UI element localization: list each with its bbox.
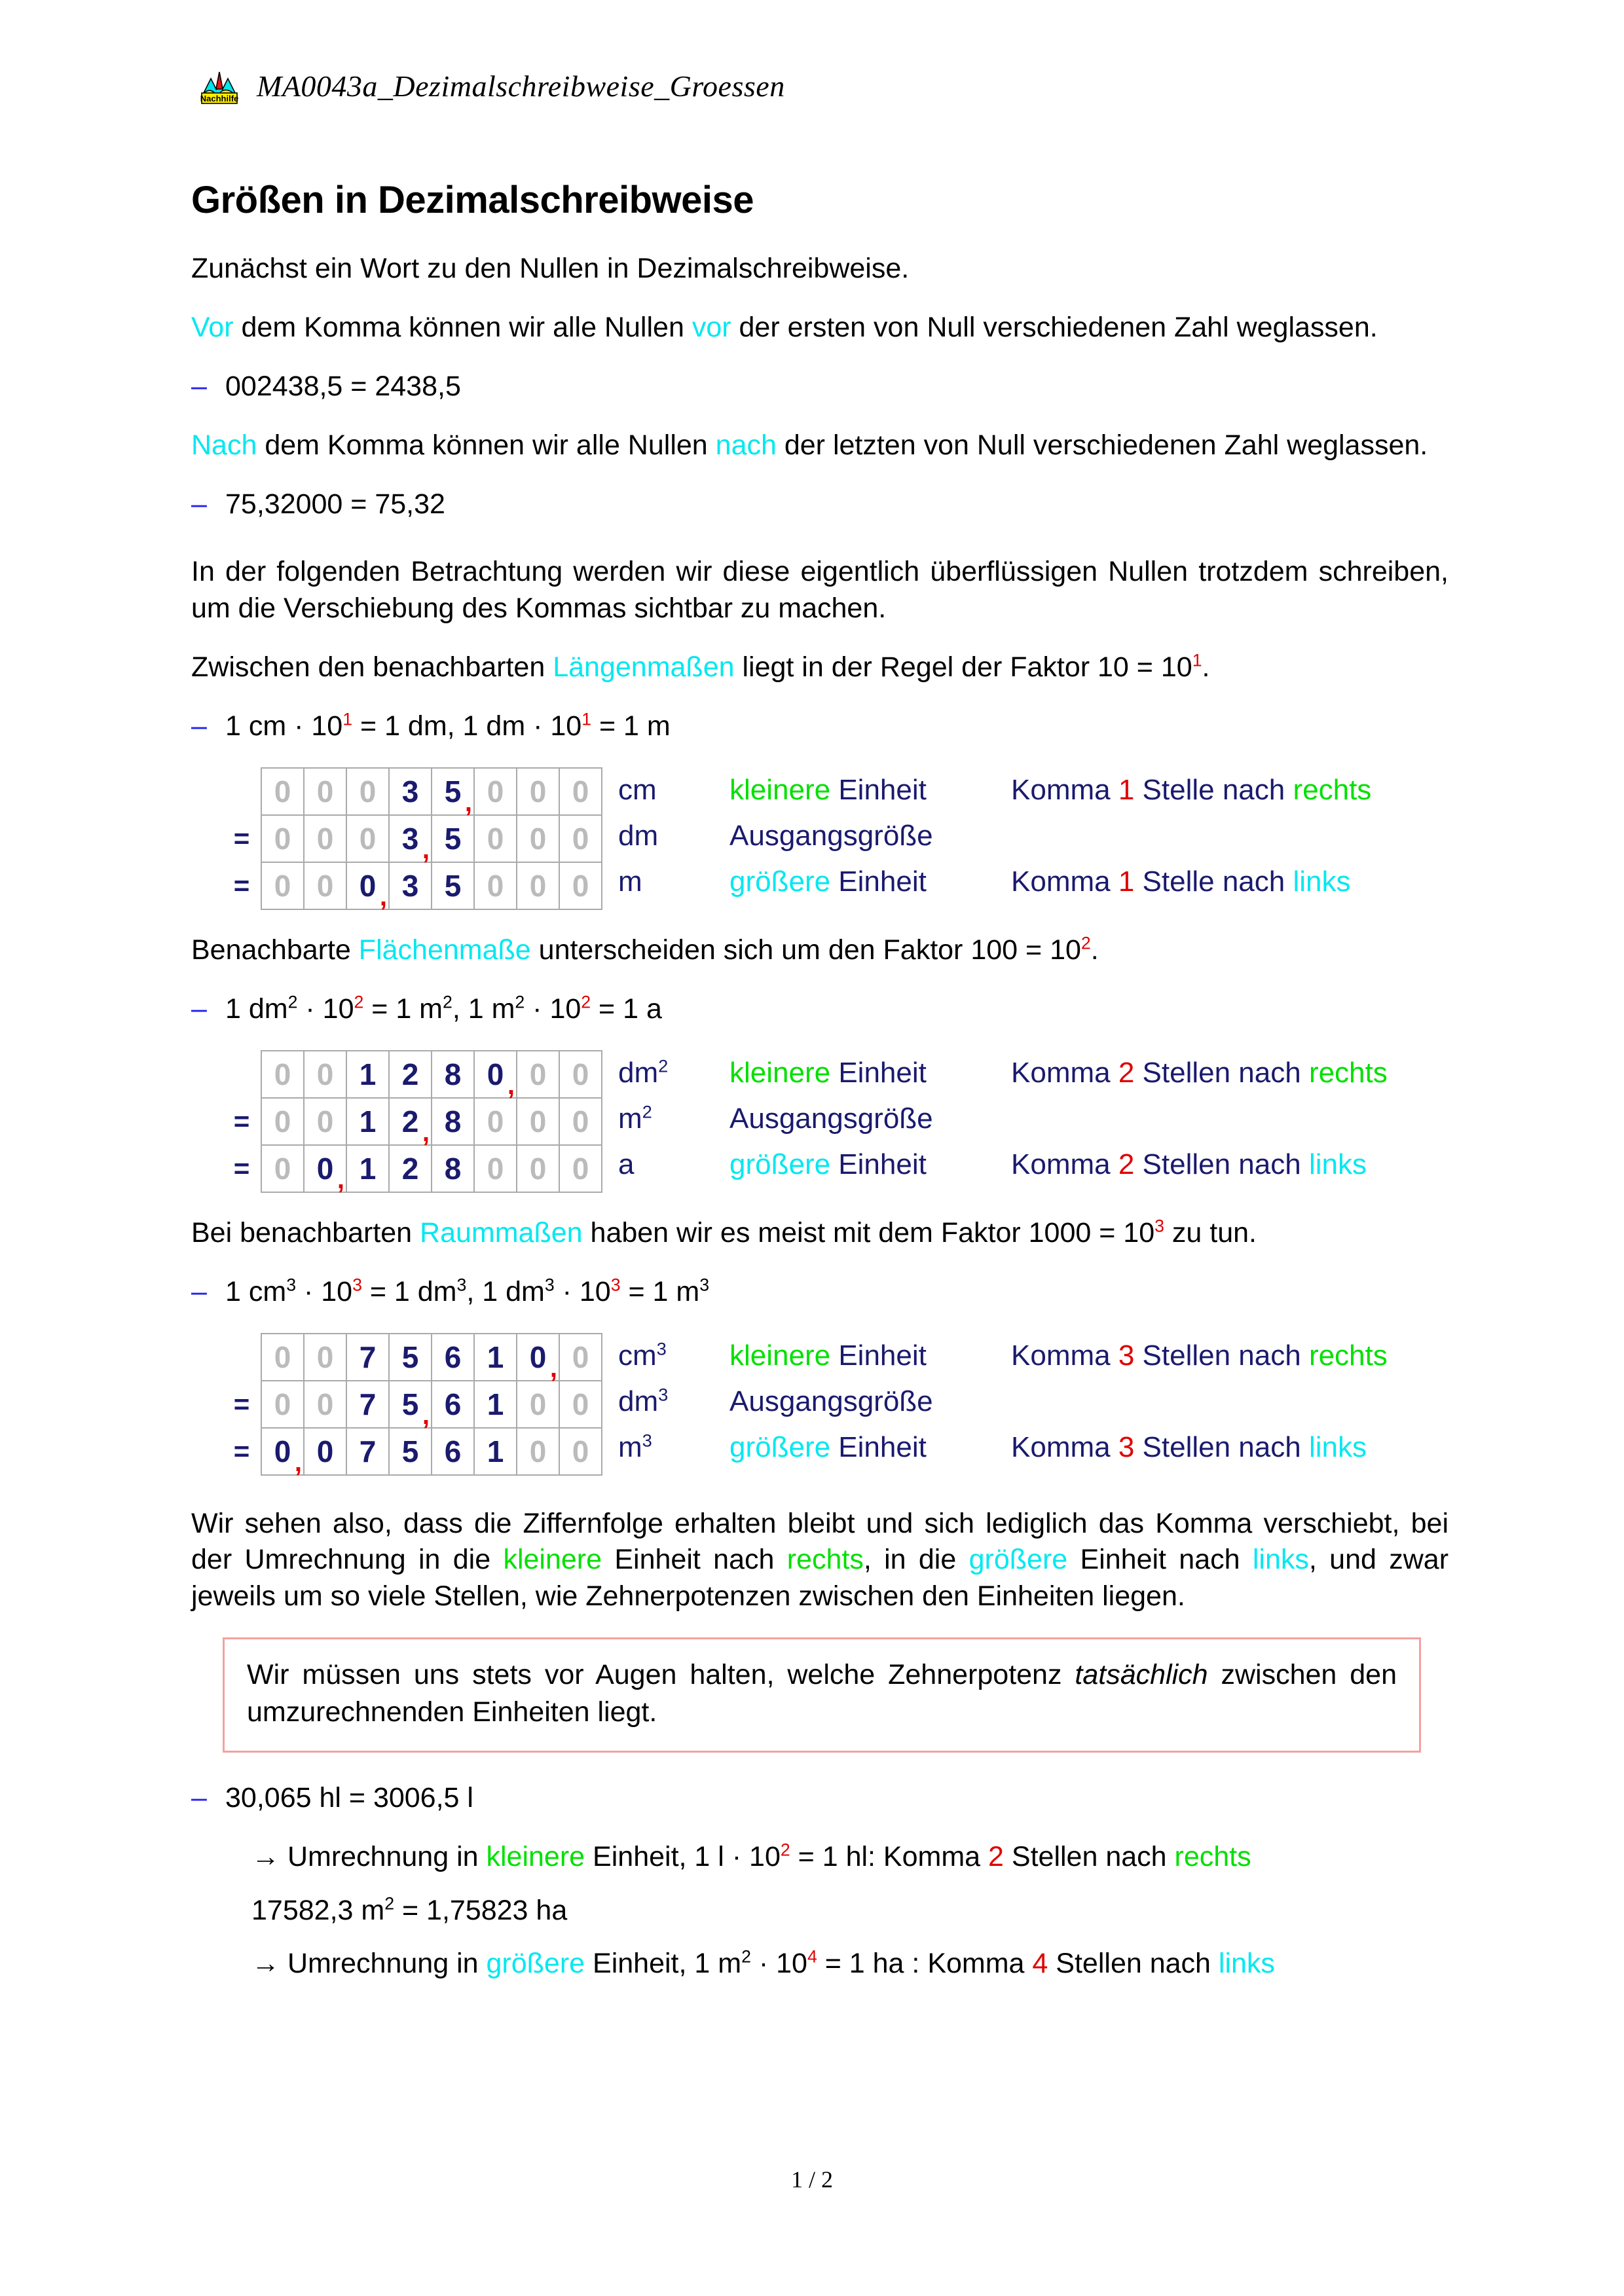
rule-nach-text-2: der letzten von Null verschiedenen Zahl weglassen. xyxy=(776,429,1428,461)
annotation-keyword: größere xyxy=(729,1148,831,1180)
annotation-label xyxy=(729,774,1011,807)
digit-cell: 0 xyxy=(304,815,346,862)
example-exponent: 2 xyxy=(780,1840,790,1860)
lead-end: . xyxy=(1090,934,1099,966)
annotation-row xyxy=(618,767,1371,813)
digit-cell: 8 xyxy=(432,1145,474,1192)
digit-cell: 2 xyxy=(389,1051,432,1098)
digit-cell: 0 xyxy=(474,815,517,862)
annotation-unit: m xyxy=(618,866,642,898)
digit-cell: 0 xyxy=(261,1381,304,1428)
annotation-shift-count: 1 xyxy=(1118,866,1135,898)
annotation-unit: a xyxy=(618,1148,635,1180)
page-title: Größen in Dezimalschreibweise xyxy=(191,179,754,221)
annotation-unit: $dm^2$ xyxy=(618,1055,669,1089)
section-formula-laengenmasse xyxy=(191,708,1449,745)
arrow-icon: → Umrechnung in xyxy=(251,1948,487,1980)
digit-cell: 5 xyxy=(389,1334,432,1381)
annotation-label xyxy=(729,820,1011,852)
annotation-keyword: kleinere xyxy=(729,1056,831,1089)
digit-table xyxy=(223,767,602,910)
table-row xyxy=(223,815,602,862)
annotation-direction: rechts xyxy=(1308,1056,1388,1089)
digit-cell: 5 , xyxy=(389,1381,432,1428)
document-header xyxy=(196,63,785,109)
annotation-direction: rechts xyxy=(1308,1339,1388,1372)
annotation-unit: $m^3$ xyxy=(618,1429,652,1463)
lead-pre: Bei benachbarten xyxy=(191,1216,420,1248)
digit-cell: 6 xyxy=(432,1334,474,1381)
document-code-title: MA0043a_Dezimalschreibweise_Groessen xyxy=(257,69,785,103)
row-equals-sign: = xyxy=(233,1105,250,1137)
page-footer: 1 / 2 xyxy=(790,2166,833,2193)
digit-cell: 1 xyxy=(346,1145,389,1192)
digit-cell: 7 xyxy=(346,1381,389,1428)
example-exponent: 4 xyxy=(807,1947,817,1967)
table-row xyxy=(223,1428,602,1475)
digit-cell: 0 xyxy=(517,768,559,815)
digit-cell: 0 xyxy=(304,862,346,909)
digit-cell: 0 , xyxy=(346,862,389,909)
annotation-label-rest: Einheit xyxy=(830,866,927,898)
digit-cell: 0 xyxy=(559,1428,602,1475)
table-row xyxy=(223,1381,602,1428)
digit-cell: 0 xyxy=(304,1381,346,1428)
summary-text-1: Wir sehen also, dass die Ziffernfolge erhalten bleibt und sich lediglich das Komma verschiebt, bei der Umrechnung in die xyxy=(191,1507,1449,1576)
table-annotations xyxy=(602,1333,1388,1470)
annotation-label xyxy=(729,1431,1011,1464)
example-keyword: größere xyxy=(486,1948,585,1980)
bullet-dash-icon: – xyxy=(191,488,207,520)
lead-exponent: 3 xyxy=(1154,1216,1164,1236)
annotation-shift-count: 3 xyxy=(1118,1430,1135,1463)
digit-cell: 5 xyxy=(389,1428,432,1475)
digit-cell: 5 , xyxy=(432,768,474,815)
section-formula-flaechenmasse xyxy=(191,991,1449,1028)
nachhilfe-logo-icon xyxy=(196,63,242,109)
digit-cell: 0 xyxy=(474,1145,517,1192)
table-row xyxy=(223,1098,602,1145)
digit-cell: 0 xyxy=(517,1098,559,1145)
decimal-comma-marker: , xyxy=(549,1353,557,1383)
digit-table-block-flaechenmasse xyxy=(223,1050,1449,1193)
formula-text: 1 $cm^3 \cdot 10^3 = 1$ $dm^3$, 1 $dm^3 \cdot 10^3 = 1$ $m^3$ xyxy=(225,1275,710,1307)
digit-cell: 0 xyxy=(474,862,517,909)
row-equals-sign xyxy=(223,1334,261,1381)
annotation-direction: links xyxy=(1308,1148,1367,1180)
digit-cell: 0 xyxy=(304,768,346,815)
rule-nach-example: 75,32000 = 75,32 xyxy=(225,488,445,520)
digit-cell: 0 xyxy=(559,1051,602,1098)
annotation-shift-count: 2 xyxy=(1118,1056,1135,1089)
rule-vor-keyword-2: vor xyxy=(692,311,731,343)
decimal-comma-marker: , xyxy=(422,1118,430,1147)
digit-cell: 1 xyxy=(474,1428,517,1475)
note-text-post: zwischen den umzurechnenden Einheiten liegt. xyxy=(247,1659,1397,1728)
digit-cell: 0 , xyxy=(304,1145,346,1192)
digit-cell: 7 xyxy=(346,1428,389,1475)
digit-cell: 5 xyxy=(432,862,474,909)
digit-cell: 0 xyxy=(517,1428,559,1475)
annotation-direction: links xyxy=(1293,866,1351,898)
annotation-row xyxy=(618,1142,1388,1188)
digit-cell: 6 xyxy=(432,1381,474,1428)
digit-cell: 0 xyxy=(559,1334,602,1381)
rule-nach-keyword-1: Nach xyxy=(191,429,257,461)
table-annotations xyxy=(602,1050,1388,1188)
annotation-label xyxy=(729,1148,1011,1181)
annotation-label-rest: Einheit xyxy=(830,774,927,807)
note-text-italic: tatsächlich xyxy=(1075,1659,1208,1691)
digit-cell: 3 xyxy=(389,862,432,909)
section-formula-raummasse xyxy=(191,1274,1449,1311)
digit-cell: 0 xyxy=(559,1381,602,1428)
svg-text:Nachhilfe: Nachhilfe xyxy=(200,94,239,103)
lead-exponent: 1 xyxy=(1192,650,1202,670)
annotation-row xyxy=(618,859,1371,905)
table-annotations xyxy=(602,767,1371,905)
row-equals-sign xyxy=(223,1051,261,1098)
table-row xyxy=(223,862,602,909)
digit-cell: 1 xyxy=(474,1334,517,1381)
worked-examples xyxy=(191,1780,1449,1983)
digit-cell: 0 xyxy=(261,1145,304,1192)
annotation-row xyxy=(618,1425,1388,1470)
rule-nach-text-1: dem Komma können wir alle Nullen xyxy=(257,429,716,461)
row-equals-sign: = xyxy=(233,1435,250,1467)
annotation-shift-count: 2 xyxy=(1118,1148,1135,1180)
annotation-label-rest: Ausgangsgröße xyxy=(729,1102,933,1135)
example-direction: rechts xyxy=(1174,1840,1251,1872)
decimal-comma-marker: , xyxy=(294,1448,302,1477)
annotation-keyword: größere xyxy=(729,866,831,898)
example-mid-1: Einheit, 1 l · 10 xyxy=(585,1840,781,1872)
digit-cell: 1 xyxy=(474,1381,517,1428)
table-row xyxy=(223,1334,602,1381)
arrow-icon: → Umrechnung in xyxy=(251,1840,487,1872)
summary-text-5: , und zwar jeweils um so viele Stellen, wie Zehnerpotenzen zwischen den Einheiten liegen. xyxy=(191,1544,1449,1613)
digit-cell: 0 xyxy=(559,862,602,909)
digit-cell: 2 xyxy=(389,1145,432,1192)
bullet-dash-icon: – xyxy=(191,1275,207,1307)
lead-exponent: 2 xyxy=(1080,933,1091,953)
digit-cell: 0 xyxy=(261,815,304,862)
decimal-comma-marker: , xyxy=(422,1400,430,1430)
annotation-unit: $cm^3$ xyxy=(618,1338,667,1372)
row-equals-sign: = xyxy=(233,1388,250,1419)
annotation-keyword: kleinere xyxy=(729,774,831,807)
annotation-unit: cm xyxy=(618,774,657,807)
decimal-comma-marker: , xyxy=(337,1165,344,1194)
digit-cell: 0 xyxy=(261,1334,304,1381)
summary-text-4: Einheit nach xyxy=(1067,1544,1253,1576)
digit-cell: 0 xyxy=(559,768,602,815)
annotation-row xyxy=(618,1333,1388,1379)
summary-keyword-links: links xyxy=(1252,1544,1309,1576)
example-keyword: kleinere xyxy=(486,1840,585,1872)
annotation-komma-rule: Komma 1 Stelle nach rechts xyxy=(1011,774,1372,807)
annotation-keyword: kleinere xyxy=(729,1339,831,1372)
document-body xyxy=(191,178,1449,1999)
annotation-row xyxy=(618,1050,1388,1096)
digit-cell: 0 xyxy=(346,768,389,815)
section-raummasse xyxy=(191,1215,1449,1476)
lead-post: unterscheiden sich um den Faktor 100 = 10 xyxy=(530,934,1081,966)
bullet-dash-icon: – xyxy=(191,710,207,742)
example-conversion-note xyxy=(251,1839,1449,1876)
lead-keyword: Flächenmaße xyxy=(358,934,531,966)
digit-table xyxy=(223,1333,602,1476)
annotation-label-rest: Ausgangsgröße xyxy=(729,820,933,852)
digit-cell: 5 xyxy=(432,815,474,862)
digit-cell: 0 xyxy=(474,1098,517,1145)
digit-cell: 0 xyxy=(474,768,517,815)
decimal-comma-marker: , xyxy=(464,788,472,818)
digit-cell: 8 xyxy=(432,1098,474,1145)
example-mid-2: = 1 ha : Komma xyxy=(817,1948,1033,1980)
annotation-label-rest: Einheit xyxy=(830,1148,927,1180)
digit-cell: 6 xyxy=(432,1428,474,1475)
summary-paragraph xyxy=(191,1506,1449,1616)
digit-cell: 1 xyxy=(346,1098,389,1145)
important-note-box xyxy=(223,1637,1421,1753)
annotation-label xyxy=(729,1057,1011,1089)
digit-cell: 0 , xyxy=(261,1428,304,1475)
section-laengenmasse xyxy=(191,649,1449,910)
table-row xyxy=(223,1051,602,1098)
note-text-pre: Wir müssen uns stets vor Augen halten, welche Zehnerpotenz xyxy=(247,1659,1075,1691)
lead-pre: Benachbarte xyxy=(191,934,359,966)
table-row xyxy=(223,1145,602,1192)
decimal-comma-marker: , xyxy=(507,1070,515,1100)
example-conversion-note xyxy=(251,1946,1449,1982)
section-lead-raummasse xyxy=(191,1215,1449,1252)
annotation-row xyxy=(618,1379,1388,1425)
annotation-keyword: größere xyxy=(729,1430,831,1463)
annotation-unit: $m^2$ xyxy=(618,1101,652,1135)
digit-cell: 0 xyxy=(346,815,389,862)
rule-vor-text-1: dem Komma können wir alle Nullen xyxy=(233,311,692,343)
bullet-dash-icon: – xyxy=(191,1781,207,1813)
lead-pre: Zwischen den benachbarten xyxy=(191,651,553,683)
digit-cell: 0 , xyxy=(517,1334,559,1381)
example-direction: links xyxy=(1218,1948,1275,1980)
bullet-dash-icon: – xyxy=(191,370,207,402)
rule-nach-paragraph xyxy=(191,428,1449,464)
annotation-label-rest: Einheit xyxy=(830,1339,927,1372)
important-note-text xyxy=(247,1656,1397,1731)
digit-cell: 0 xyxy=(261,768,304,815)
digit-cell: 0 xyxy=(261,1051,304,1098)
digit-table xyxy=(223,1050,602,1193)
example-equation-item xyxy=(191,1780,1449,1817)
rule-vor-paragraph xyxy=(191,310,1449,346)
lead-keyword: Längenmaßen xyxy=(553,651,735,683)
annotation-label xyxy=(729,1339,1011,1372)
digit-cell: 0 xyxy=(517,1051,559,1098)
rule-nach-keyword-2: nach xyxy=(715,429,777,461)
annotation-label xyxy=(729,1385,1011,1418)
section-lead-laengenmasse xyxy=(191,649,1449,686)
digit-cell: 0 xyxy=(559,1145,602,1192)
intro-paragraph: Zunächst ein Wort zu den Nullen in Dezimalschreibweise. xyxy=(191,253,910,284)
lead-post: haben wir es meist mit dem Faktor 1000 = 10 xyxy=(582,1216,1155,1248)
digit-cell: 3 , xyxy=(389,815,432,862)
digit-cell: 1 xyxy=(346,1051,389,1098)
annotation-label xyxy=(729,1102,1011,1135)
row-equals-sign xyxy=(223,768,261,815)
summary-text-2: Einheit nach xyxy=(602,1544,787,1576)
rule-vor-example: 002438,5 = 2438,5 xyxy=(225,370,461,402)
annotation-label-rest: Ausgangsgröße xyxy=(729,1385,933,1417)
example-shift-count: 2 xyxy=(988,1840,1004,1872)
table-row xyxy=(223,768,602,815)
digit-cell: 0 xyxy=(559,1098,602,1145)
digit-cell: 0 xyxy=(304,1051,346,1098)
annotation-row xyxy=(618,1096,1388,1142)
bullet-dash-icon: – xyxy=(191,993,207,1025)
digit-cell: 0 xyxy=(517,862,559,909)
digit-cell: 0 xyxy=(304,1098,346,1145)
rule-vor-keyword-1: Vor xyxy=(191,311,234,343)
annotation-komma-rule: Komma 3 Stellen nach rechts xyxy=(1011,1339,1388,1372)
digit-cell: 0 , xyxy=(474,1051,517,1098)
rule-vor-example-item xyxy=(191,369,1449,405)
digit-cell: 2 , xyxy=(389,1098,432,1145)
lead-end: . xyxy=(1202,651,1210,683)
example-equation: 17582,3 $m^2 = 1,75823$ ha xyxy=(251,1893,568,1926)
digit-cell: 8 xyxy=(432,1051,474,1098)
annotation-unit: dm xyxy=(618,820,659,852)
lead-end: zu tun. xyxy=(1164,1216,1257,1248)
annotation-komma-rule: Komma 3 Stellen nach links xyxy=(1011,1430,1367,1463)
digit-cell: 0 xyxy=(517,1145,559,1192)
digit-cell: 7 xyxy=(346,1334,389,1381)
digit-cell: 3 xyxy=(389,768,432,815)
summary-text-3: , in die xyxy=(863,1544,969,1576)
example-mid-3: Stellen nach xyxy=(1003,1840,1175,1872)
section-flaechenmasse xyxy=(191,932,1449,1193)
rule-vor-text-2: der ersten von Null verschiedenen Zahl weglassen. xyxy=(731,311,1378,343)
zeros-note-paragraph: In der folgenden Betrachtung werden wir diese eigentlich überflüssigen Nullen trotzdem schreiben, um die Verschiebung des Kommas sichtbar zu machen. xyxy=(191,556,1449,625)
annotation-direction: rechts xyxy=(1293,774,1372,807)
annotation-unit: $dm^3$ xyxy=(618,1383,669,1417)
measure-sections xyxy=(191,649,1449,1475)
example-mid-3: Stellen nach xyxy=(1048,1948,1219,1980)
summary-keyword-rechts: rechts xyxy=(786,1544,864,1576)
annotation-shift-count: 1 xyxy=(1118,774,1135,807)
annotation-komma-rule: Komma 2 Stellen nach rechts xyxy=(1011,1056,1388,1089)
digit-table-block-laengenmasse xyxy=(223,767,1449,910)
formula-text: 1 $dm^2 \cdot 10^2 = 1$ $m^2$, 1 $m^2 \cdot 10^2 = 1$ a xyxy=(225,992,662,1025)
decimal-comma-marker: , xyxy=(422,835,430,865)
digit-cell: 0 xyxy=(304,1334,346,1381)
example-shift-count: 4 xyxy=(1032,1948,1048,1980)
digit-cell: 0 xyxy=(261,1098,304,1145)
example-equation: 30,065 hl = 3006,5 l xyxy=(225,1781,473,1813)
row-equals-sign: = xyxy=(233,870,250,902)
decimal-comma-marker: , xyxy=(379,883,387,912)
row-equals-sign: = xyxy=(233,1152,250,1184)
digit-cell: 0 xyxy=(559,815,602,862)
digit-table-block-raummasse xyxy=(223,1333,1449,1476)
example-mid-1: Einheit, 1 $m^2 \cdot 10$ xyxy=(585,1947,807,1980)
annotation-row xyxy=(618,813,1371,859)
digit-cell: 0 xyxy=(517,1381,559,1428)
rule-nach-example-item xyxy=(191,486,1449,523)
annotation-direction: links xyxy=(1308,1430,1367,1463)
example-mid-2: = 1 hl: Komma xyxy=(790,1840,989,1872)
annotation-label xyxy=(729,866,1011,898)
annotation-shift-count: 3 xyxy=(1118,1339,1135,1372)
annotation-label-rest: Einheit xyxy=(830,1430,927,1463)
digit-cell: 0 xyxy=(304,1428,346,1475)
annotation-komma-rule: Komma 1 Stelle nach links xyxy=(1011,866,1351,898)
annotation-label-rest: Einheit xyxy=(830,1056,927,1089)
summary-keyword-kleinere: kleinere xyxy=(503,1544,602,1576)
summary-keyword-groessere: größere xyxy=(969,1544,1068,1576)
section-lead-flaechenmasse xyxy=(191,932,1449,969)
formula-text: 1 cm · $10^1 = 1$ dm, 1 dm · $10^1 = 1$ m xyxy=(225,709,671,742)
digit-cell: 0 xyxy=(517,815,559,862)
lead-keyword: Raummaßen xyxy=(420,1216,583,1248)
annotation-komma-rule: Komma 2 Stellen nach links xyxy=(1011,1148,1367,1180)
digit-cell: 0 xyxy=(261,862,304,909)
lead-post: liegt in der Regel der Faktor 10 = 10 xyxy=(734,651,1192,683)
row-equals-sign: = xyxy=(233,823,250,854)
